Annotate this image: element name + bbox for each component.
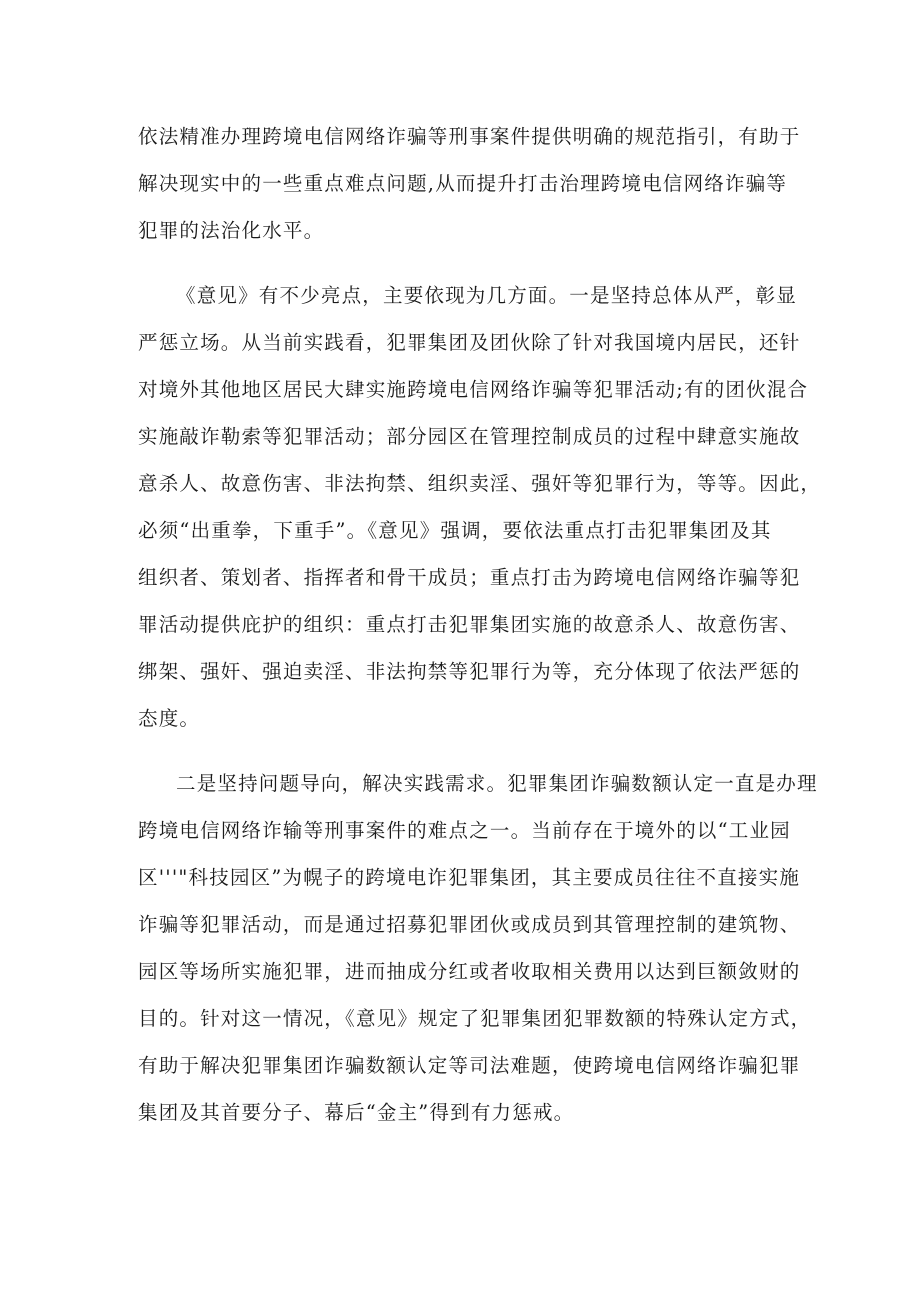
paragraph-2-line-8: 罪活动提供庇护的组织：重点打击犯罪集团实施的故意杀人、故意伤害、 <box>138 613 801 636</box>
paragraph-3-line-4: 诈骗等犯罪活动，而是通过招募犯罪团伙或成员到其管理控制的建筑物、 <box>138 913 801 936</box>
paragraph-2-line-5: 意杀人、故意伤害、非法拘禁、组织卖淫、强奸等犯罪行为，等等。因此， <box>138 472 822 495</box>
paragraph-2-line-6: 必须“出重拳，下重手”。《意见》强调，要依法重点打击犯罪集团及其 <box>138 519 772 542</box>
paragraph-2-line-7: 组织者、策划者、指挥者和骨干成员；重点打击为跨境电信网络诈骗等犯 <box>138 566 801 589</box>
paragraph-3-line-2: 跨境电信网络诈输等刑事案件的难点之一。当前存在于境外的以“工业园 <box>138 819 791 842</box>
paragraph-1-line-3: 犯罪的法治化水平。 <box>138 219 325 242</box>
paragraph-3-line-1: 二是坚持问题导向，解决实践需求。犯罪集团诈骗数额认定一直是办理 <box>176 772 818 795</box>
paragraph-2-line-4: 实施敲诈勒索等犯罪活动；部分园区在管理控制成员的过程中肆意实施故 <box>138 425 801 448</box>
paragraph-2-line-10: 态度。 <box>138 707 201 730</box>
paragraph-3-line-6: 目的。针对这一情况，《意见》规定了犯罪集团犯罪数额的特殊认定方式， <box>138 1007 812 1030</box>
paragraph-2-line-3: 对境外其他地区居民大肆实施跨境电信网络诈骗等犯罪活动;有的团伙混合 <box>138 378 809 401</box>
paragraph-1-line-2: 解决现实中的一些重点难点问题,从而提升打击治理跨境电信网络诈骗等 <box>138 172 788 195</box>
paragraph-3-line-3: 区'''"科技园区”为幌子的跨境电诈犯罪集团，其主要成员往往不直接实施 <box>138 866 801 889</box>
paragraph-3-line-5: 园区等场所实施犯罪，进而抽成分红或者收取相关费用以达到巨额敛财的 <box>138 960 801 983</box>
paragraph-1-line-1: 依法精准办理跨境电信网络诈骗等刑事案件提供明确的规范指引，有助于 <box>138 125 801 148</box>
paragraph-2-line-1: 《意见》有不少亮点，主要依现为几方面。一是坚持总体从严，彰显 <box>176 284 798 307</box>
paragraph-2-line-2: 严惩立场。从当前实践看，犯罪集团及团伙除了针对我国境内居民，还针 <box>138 331 801 354</box>
paragraph-3-line-7: 有助于解决犯罪集团诈骗数额认定等司法难题，使跨境电信网络诈骗犯罪 <box>138 1054 801 1077</box>
paragraph-2-line-9: 绑架、强奸、强迫卖淫、非法拘禁等犯罪行为等，充分体现了依法严惩的 <box>138 660 801 683</box>
paragraph-3-line-8: 集团及其首要分子、幕后“金主”得到有力惩戒。 <box>138 1101 575 1124</box>
